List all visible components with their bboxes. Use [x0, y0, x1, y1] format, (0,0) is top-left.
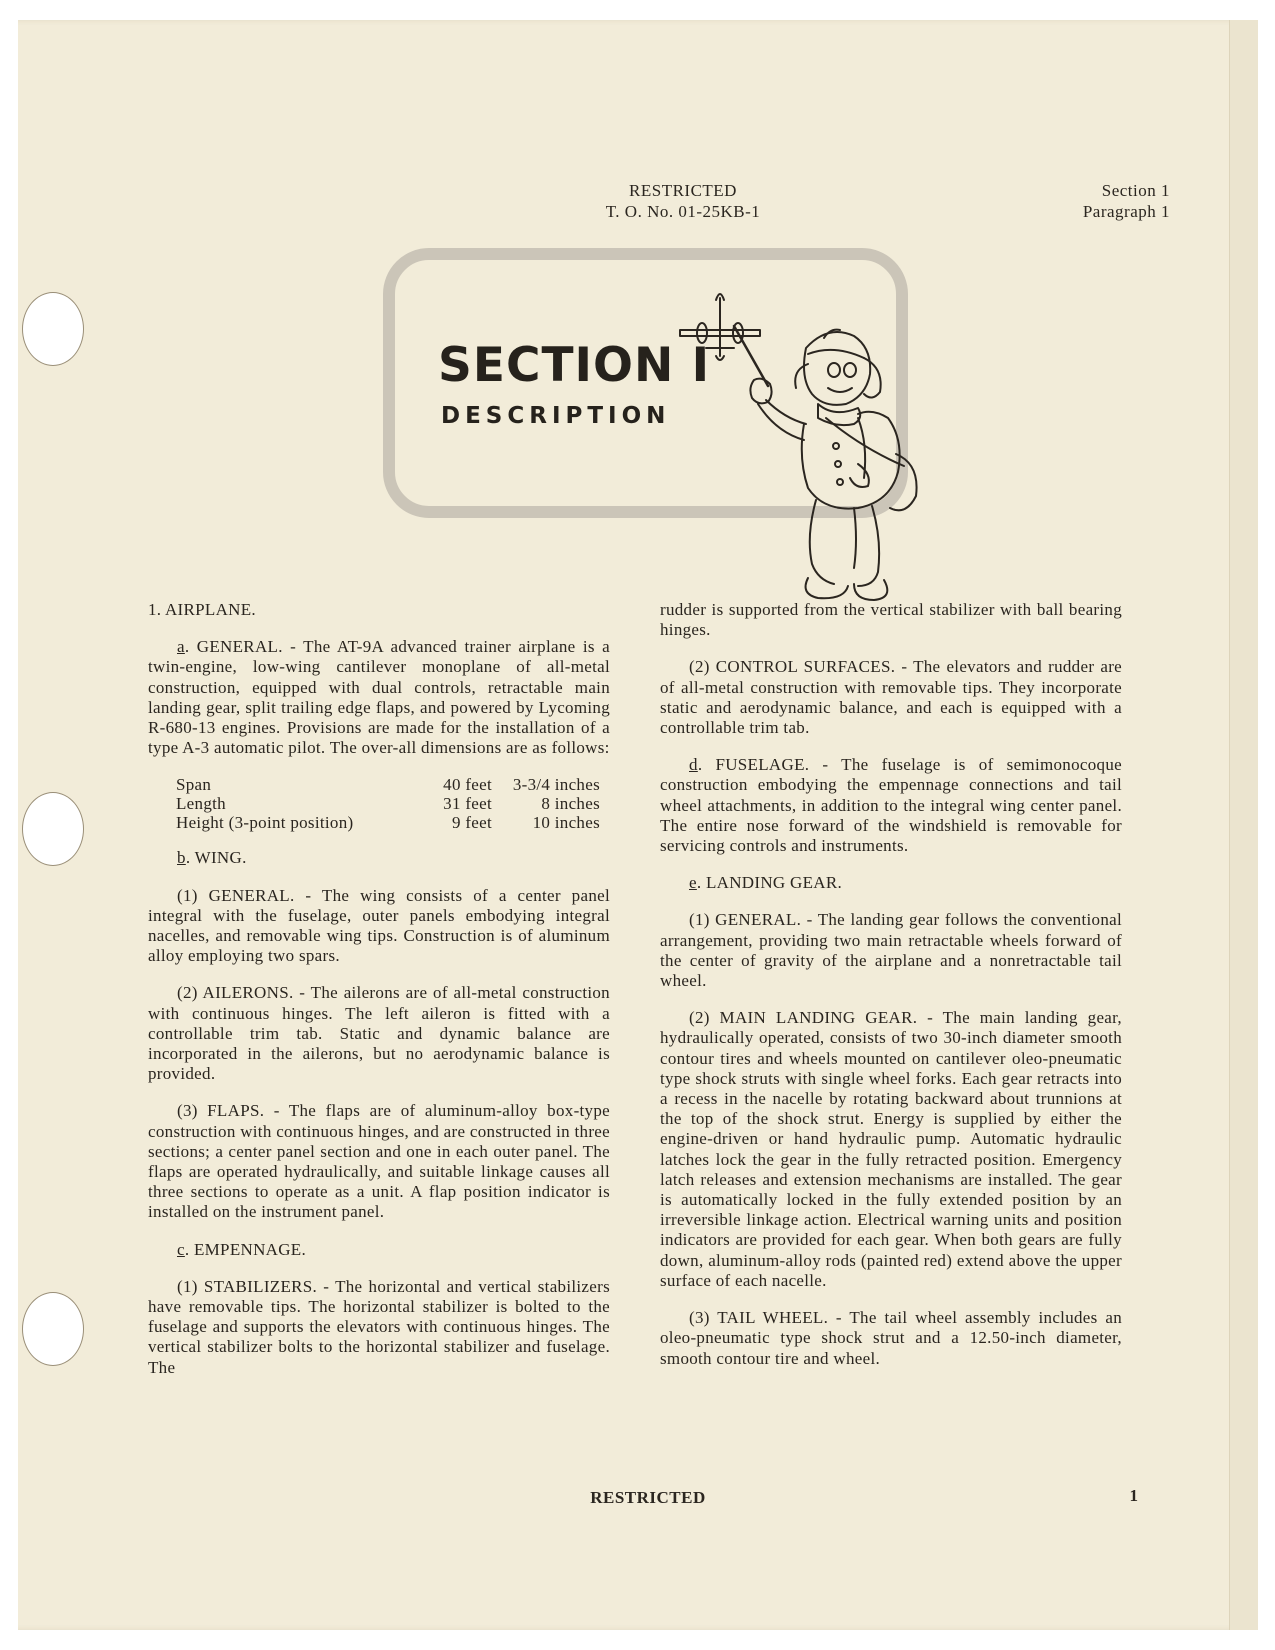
header-paragraph-ref: Paragraph 1 — [1082, 202, 1170, 221]
page-header-center — [518, 180, 848, 222]
footer-classification: RESTRICTED — [590, 1488, 706, 1507]
main-landing-gear: (2) MAIN LANDING GEAR. - The main landing gear, hydraulically operated, consists of two 30-inch diameter smooth contour tires and wheels mounted on cantilever oleo-pneumatic type shock struts with single wheel forks. Each gear retracts into a recess in the nacelle by rotating backward about trunnions at the top of the shock strut. Energy is supplied by either the engine-driven or hand hydraulic pump. Automatic hydraulic latches lock the gear in the fully retracted position. Emergency latch releases and extension mechanisms are installed. The gear is automatically locked in the fully extended position by an irreversible linkage action. Electrical warning units and position indicators are provided for each gear. When both gears are fully down, aluminum-alloy rods (painted red) extend above the upper surface of each nacelle. — [660, 1008, 1122, 1290]
header-classification: RESTRICTED — [629, 181, 737, 200]
tail-wheel: (3) TAIL WHEEL. - The tail wheel assembly includes an oleo-pneumatic type shock strut and a 12.50-inch diameter, smooth contour tire and wheel. — [660, 1308, 1122, 1368]
document-page — [18, 20, 1258, 1630]
subparagraph-d: d. FUSELAGE. - The fuselage is of semimonocoque construction embodying the empennage connections and tail wheel attachments, in addition to the integral wing center panel. The entire nose forward of the windshield is removable for servicing controls and instruments. — [660, 755, 1122, 856]
binder-hole-top — [22, 292, 84, 366]
page-edge — [1229, 20, 1258, 1630]
subparagraph-c-heading: c. EMPENNAGE. — [177, 1239, 307, 1259]
table-row: Length 31 feet 8 inches — [176, 794, 600, 814]
page-number: 1 — [1129, 1486, 1138, 1505]
page-header-right — [950, 180, 1170, 222]
subparagraph-b-heading: b. WING. — [177, 848, 247, 868]
binder-hole-middle — [22, 792, 84, 866]
landing-gear-general: (1) GENERAL. - The landing gear follows the conventional arrangement, providing two main retractable wheels forward of the center of gravity of the airplane and a nonretractable tail wheel. — [660, 910, 1122, 991]
text-column-left — [148, 600, 610, 1395]
subparagraph-a: a. GENERAL. - The AT-9A advanced trainer airplane is a twin-engine, low-wing cantilever monoplane of all-metal construction, equipped with dual controls, retractable main landing gear, split trailing edge flaps, and powered by Lycoming R-680-13 engines. Provisions are made for the installation of a type A-3 automatic pilot. The over-all dimensions are as follows: — [148, 637, 610, 758]
table-row: Height (3-point position) 9 feet 10 inches — [176, 813, 600, 833]
section-title: SECTION I — [438, 338, 711, 393]
subparagraph-e-heading: e. LANDING GEAR. — [689, 873, 843, 893]
binder-hole-bottom — [22, 1292, 84, 1366]
empennage-control-surfaces: (2) CONTROL SURFACES. - The elevators and rudder are of all-metal construction with removable tips. They incorporate static and aerodynamic balance, and each is equipped with a controllable trim tab. — [660, 657, 1122, 738]
wing-general: (1) GENERAL. - The wing consists of a center panel integral with the fuselage, outer panels embodying integral nacelles, and removable wing tips. Construction is of aluminum alloy employing two spars. — [148, 885, 610, 966]
wing-ailerons: (2) AILERONS. - The ailerons are of all-metal construction with continuous hinges. The left aileron is fitted with a controllable trim tab. Static and dynamic balance are incorporated in the ailerons, but no aerodynamic balance is provided. — [148, 983, 610, 1084]
paragraph-heading: 1. AIRPLANE. — [148, 600, 256, 619]
header-section-ref: Section 1 — [1101, 181, 1170, 200]
table-row: Span 40 feet 3-3/4 inches — [176, 775, 600, 795]
dimensions-table — [176, 775, 600, 832]
pilot-mascot-icon — [658, 268, 938, 608]
wing-flaps: (3) FLAPS. - The flaps are of aluminum-alloy box-type construction with continuous hinges, and are constructed in three sections; a center panel section and one in each outer panel. The flaps are operated hydraulically, and suitable linkage causes all three sections to operate as a unit. A flap position indicator is installed on the instrument panel. — [148, 1101, 610, 1222]
text-column-right — [660, 600, 1122, 1386]
section-subtitle: DESCRIPTION — [441, 403, 671, 429]
header-doc-number: T. O. No. 01-25KB-1 — [605, 202, 761, 221]
stabilizers-continued: rudder is supported from the vertical stabilizer with ball bearing hinges. — [660, 600, 1122, 640]
empennage-stabilizers: (1) STABILIZERS. - The horizontal and vertical stabilizers have removable tips. The horizontal stabilizer is bolted to the fuselage and supports the elevators with continuous hinges. The vertical stabilizer bolts to the horizontal stabilizer and fuselage. The — [148, 1276, 610, 1377]
